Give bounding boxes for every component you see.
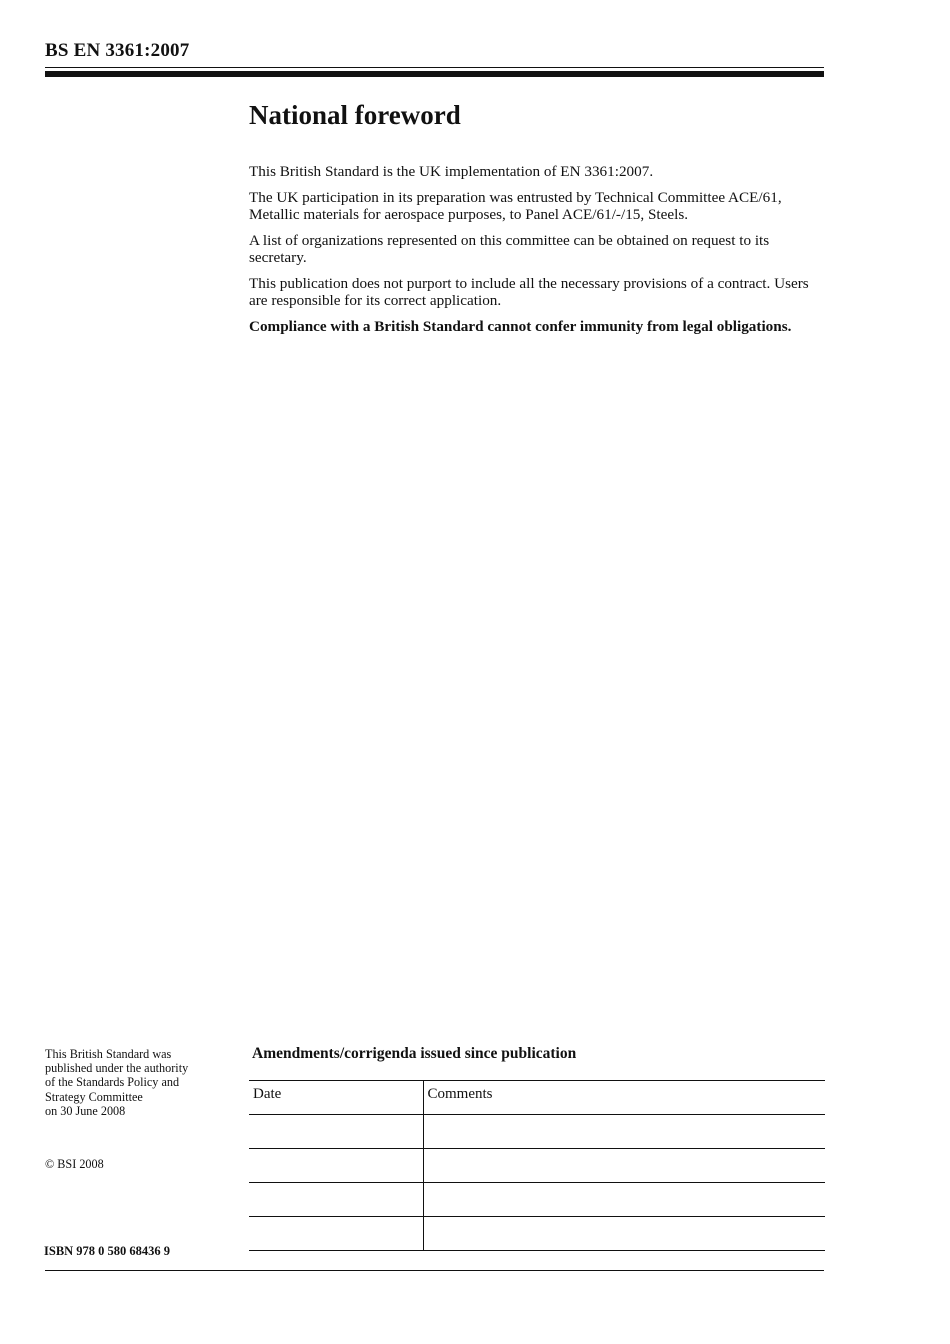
header-rule-thin: [45, 67, 824, 68]
foreword-paragraph: The UK participation in its preparation was entrusted by Technical Committee ACE/61, Metallic materials for aerospace purposes, to Panel ACE/61/-/15, Steels.: [249, 188, 782, 223]
footer-rule: [45, 1270, 824, 1271]
amendments-title: Amendments/corrigenda issued since publication: [252, 1045, 577, 1062]
column-header-comments: Comments: [423, 1081, 825, 1115]
table-row: [249, 1183, 825, 1217]
copyright-notice: © BSI 2008: [45, 1157, 104, 1171]
comments-cell: [423, 1217, 825, 1251]
foreword-paragraph: This publication does not purport to include all the necessary provisions of a contract. Users are responsible for its correct application.: [249, 274, 809, 309]
comments-cell: [423, 1115, 825, 1149]
publication-note: [45, 1047, 235, 1118]
publication-note-line: on 30 June 2008: [45, 1103, 126, 1118]
publication-note-line: This British Standard was: [45, 1047, 172, 1061]
column-header-date: Date: [249, 1081, 423, 1115]
foreword-paragraph: This British Standard is the UK implementation of EN 3361:2007.: [249, 163, 654, 180]
header-rule-thick: [45, 71, 824, 77]
date-cell: [249, 1149, 423, 1183]
comments-cell: [423, 1149, 825, 1183]
table-header-row: [249, 1081, 825, 1115]
section-title: National foreword: [249, 100, 461, 130]
foreword-paragraph: A list of organizations represented on this committee can be obtained on request to its secretary.: [249, 231, 770, 266]
foreword-body: [249, 163, 829, 343]
publication-note-line: Strategy Committee: [45, 1089, 143, 1104]
table-row: [249, 1149, 825, 1183]
date-cell: [249, 1115, 423, 1149]
comments-cell: [423, 1183, 825, 1217]
amendments-table: [249, 1080, 825, 1251]
table-row: [249, 1115, 825, 1149]
date-cell: [249, 1217, 423, 1251]
publication-note-line: of the Standards Policy and: [45, 1075, 180, 1090]
compliance-statement: Compliance with a British Standard cannot confer immunity from legal obligations.: [249, 317, 792, 335]
document-code: BS EN 3361:2007: [45, 40, 190, 61]
table-row: [249, 1217, 825, 1251]
isbn: ISBN 978 0 580 68436 9: [44, 1244, 171, 1258]
publication-note-line: published under the authority: [45, 1061, 189, 1076]
date-cell: [249, 1183, 423, 1217]
